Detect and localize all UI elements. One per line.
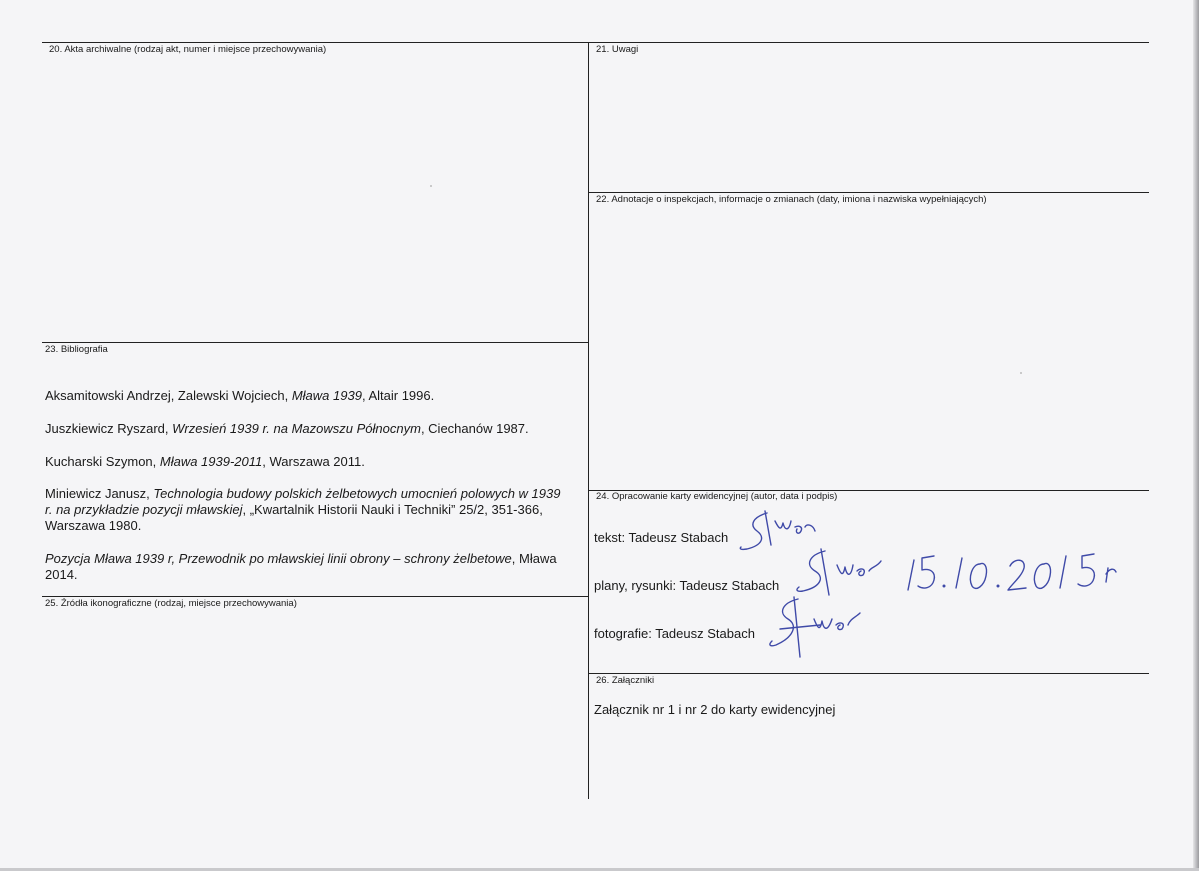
signature-photos [760, 595, 870, 665]
scan-edge-right [1193, 0, 1199, 871]
entry-details: , Ciechanów 1987. [420, 421, 529, 436]
entry-authors: Aksamitowski Andrzej, Zalewski Wojciech, [45, 388, 292, 403]
entry-title: Mława 1939 [291, 388, 362, 403]
field-20-label: 20. Akta archiwalne (rodzaj akt, numer i miejsce przechowywania) [49, 44, 327, 55]
column-divider [588, 42, 589, 799]
plans-author: plany, rysunki: Tadeusz Stabach [594, 578, 780, 593]
photo-author: fotografie: Tadeusz Stabach [594, 626, 755, 641]
paper-speck [1020, 372, 1022, 374]
entry-details: , Altair 1996. [361, 388, 435, 403]
entry-title: Mława 1939-2011 [159, 454, 263, 469]
field-22-label: 22. Adnotacje o inspekcjach, informacje o zmianach (daty, imiona i nazwiska wypełniających) [596, 194, 987, 205]
entry-details: , „Kwartalnik Historii Nauki i Techniki” 25/2, 351-366, Warszawa 1980. [45, 502, 543, 533]
bibliography-entry [45, 388, 565, 404]
entry-authors: Miniewicz Janusz, [45, 486, 154, 501]
bibliography-entry [45, 454, 565, 470]
paper-speck [430, 185, 432, 187]
entry-authors: Kucharski Szymon, [45, 454, 160, 469]
text-author: tekst: Tadeusz Stabach [594, 530, 729, 545]
entry-details: , Mława 2014. [45, 551, 557, 582]
field-21-label: 21. Uwagi [596, 44, 639, 55]
rule-26 [589, 673, 1149, 674]
field-25-label: 25. Źródła ikonograficzne (rodzaj, miejsce przechowywania) [45, 598, 297, 609]
entry-title: Wrzesień 1939 r. na Mazowszu Północnym [172, 421, 421, 436]
field-24-label: 24. Opracowanie karty ewidencyjnej (autor, data i podpis) [596, 491, 838, 502]
entry-title: Pozycja Mława 1939 r, Przewodnik po mławskiej linii obrony – schrony żelbetowe [45, 551, 512, 566]
field-23-label: 23. Bibliografia [45, 344, 108, 355]
rule-23 [42, 342, 588, 343]
rule-22 [589, 192, 1149, 193]
entry-authors: Juszkiewicz Ryszard, [45, 421, 173, 436]
rule-25 [42, 596, 588, 597]
handwritten-date [900, 542, 1140, 602]
bibliography-entry [45, 421, 565, 437]
attachments-text: Załącznik nr 1 i nr 2 do karty ewidencyjnej [594, 702, 836, 717]
bibliography-entry [45, 551, 565, 583]
top-rule [42, 42, 1149, 43]
field-26-label: 26. Załączniki [596, 675, 655, 686]
bibliography-entry [45, 486, 565, 534]
entry-title: Technologia budowy polskich żelbetowych umocnień polowych w 1939 r. na przykładzie pozycji mławskiej [45, 486, 561, 517]
entry-details: , Warszawa 2011. [262, 454, 365, 469]
